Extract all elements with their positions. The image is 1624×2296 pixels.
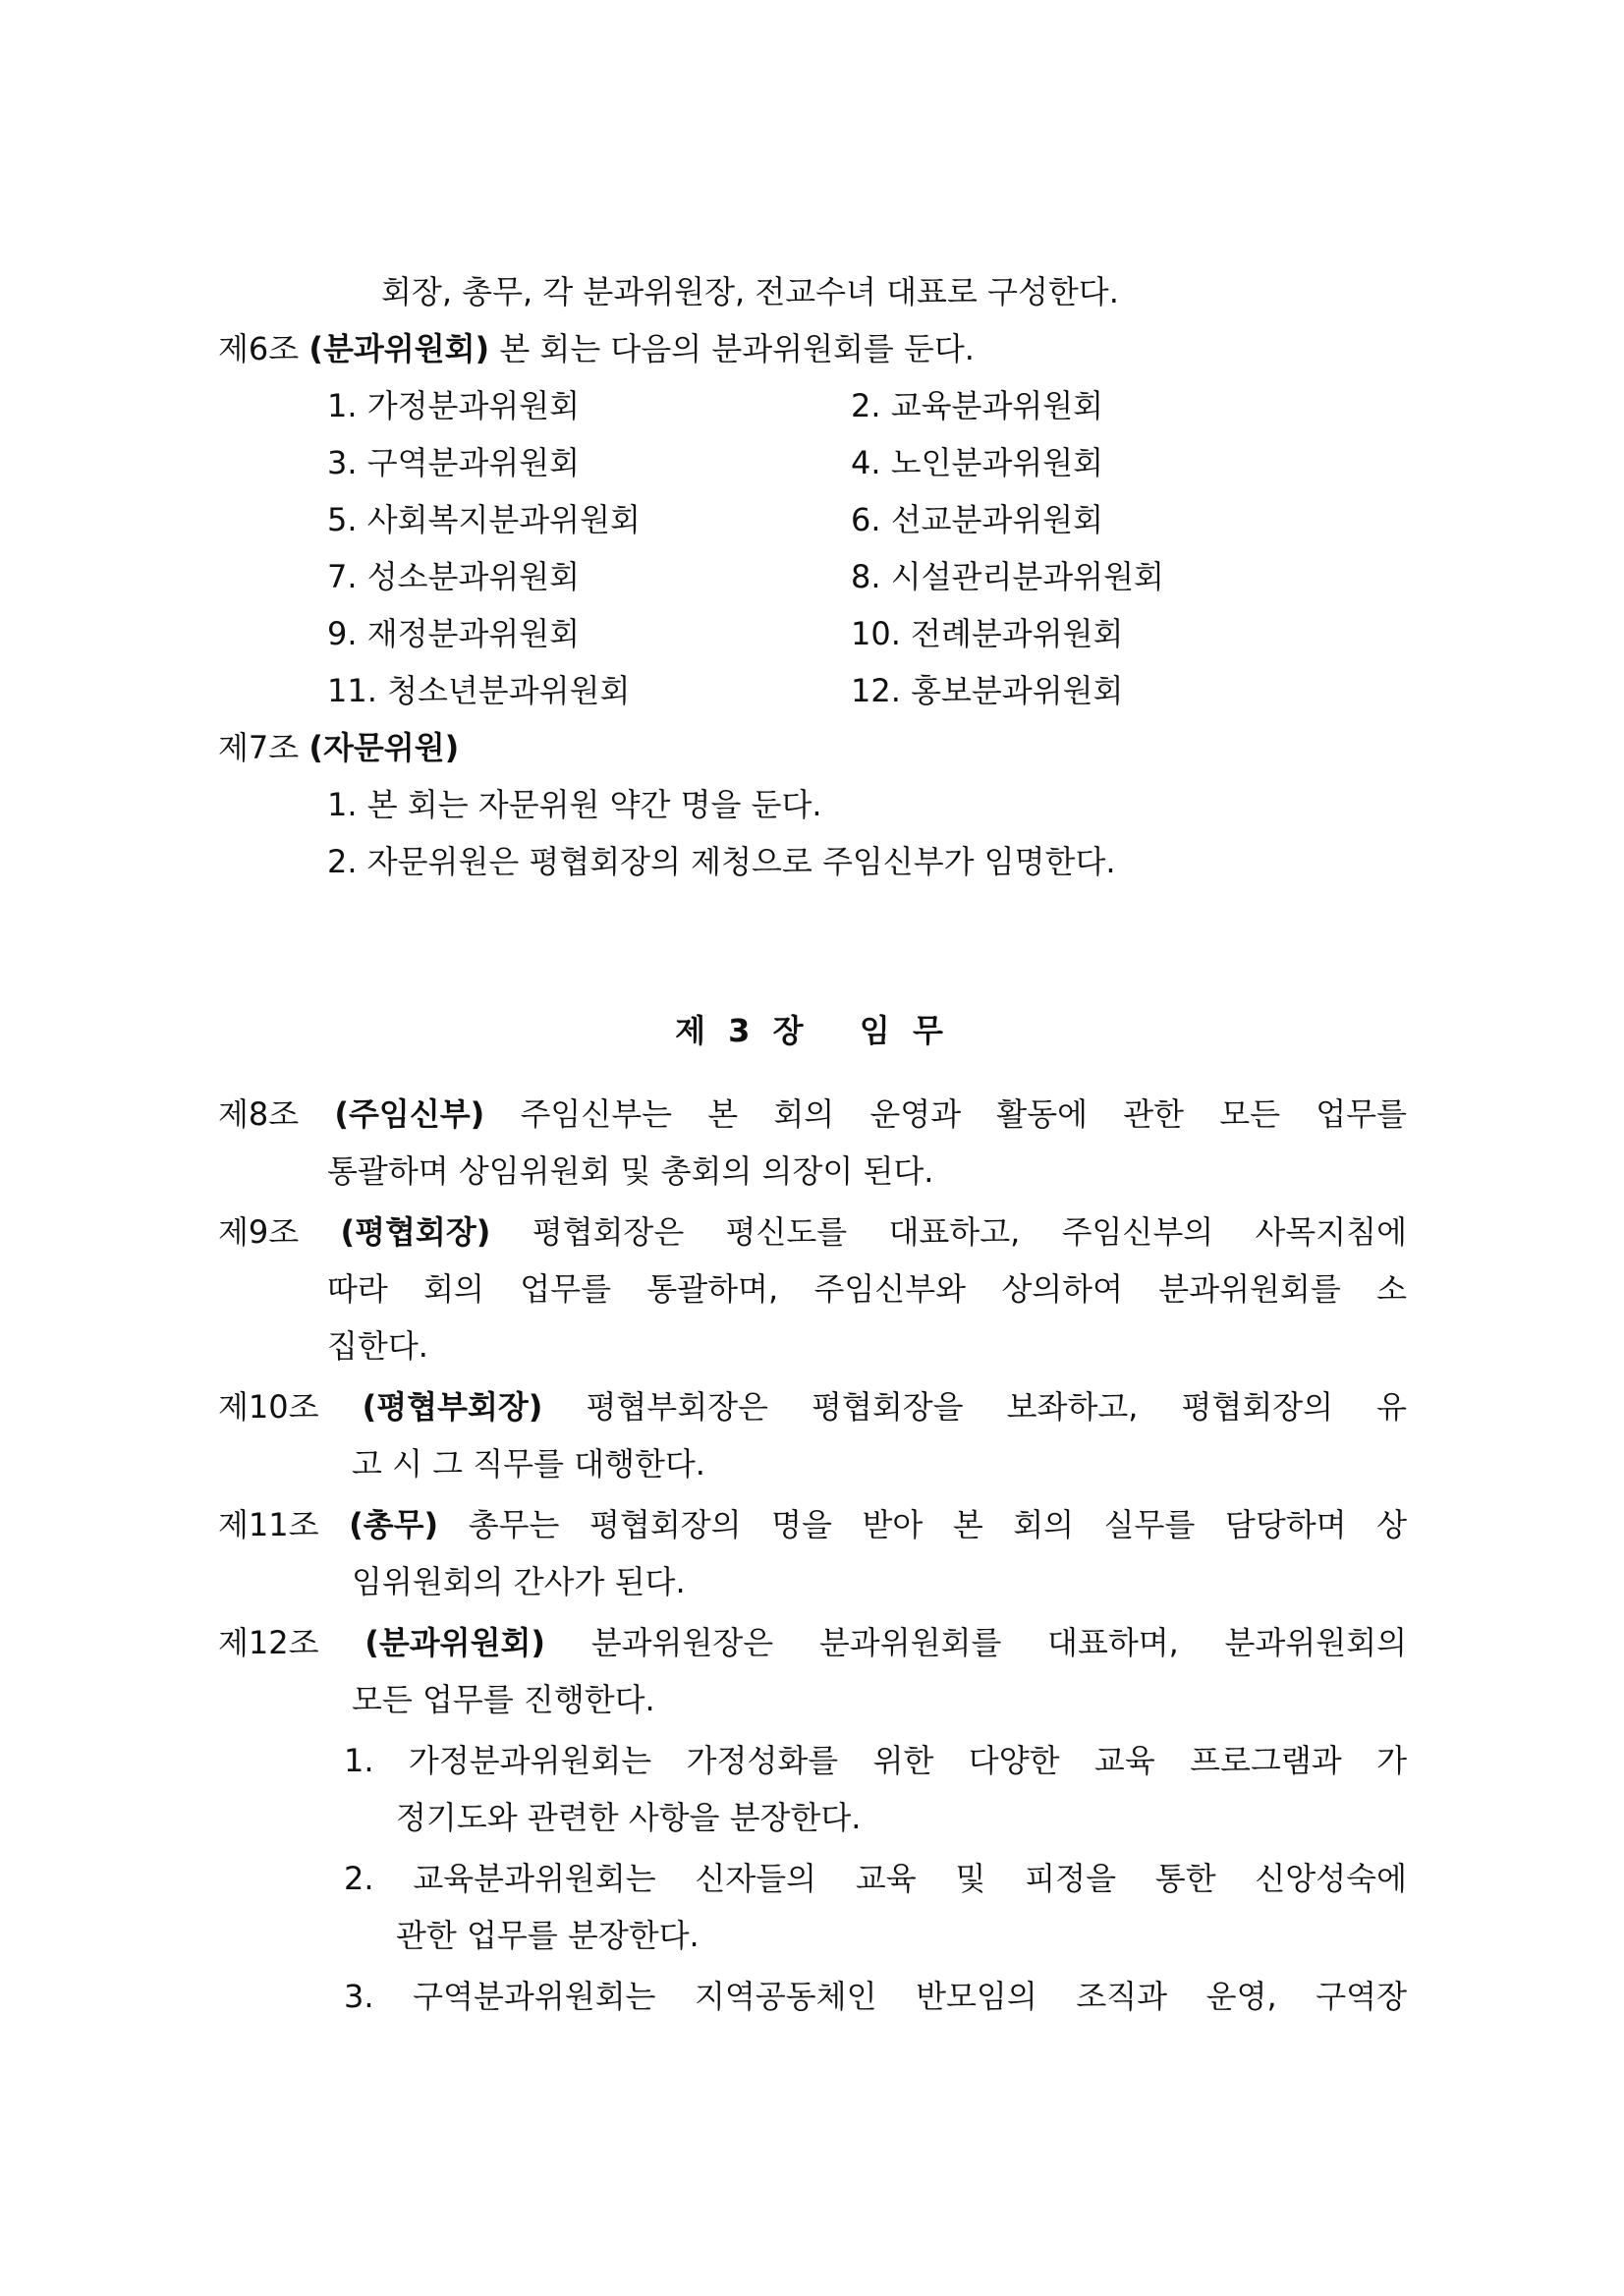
- list-item: 1. 본 회는 자문위원 약간 명을 둔다.: [327, 786, 822, 823]
- article-9: [218, 1204, 1407, 1260]
- list-item: 3. 구역분과위원회는 지역공동체인 반모임의 조직과 운영, 구역장: [344, 1978, 1407, 2015]
- article-title: (분과위원회): [308, 330, 490, 367]
- article-9-continuation: 따라 회의 업무를 통괄하며, 주임신부와 상의하여 분과위원회를 소: [327, 1270, 1407, 1308]
- article-number: 제7조: [218, 729, 300, 766]
- article-9-continuation: 집한다.: [327, 1327, 428, 1365]
- article-number: 제10조: [218, 1388, 319, 1426]
- article-number: 제12조: [218, 1624, 319, 1661]
- continuation-line: 회장, 총무, 각 분과위원장, 전교수녀 대표로 구성한다.: [381, 273, 1119, 310]
- list-item: 6. 선교분과위원회: [851, 501, 1104, 538]
- list-item-continuation: 관한 업무를 분장한다.: [396, 1917, 700, 1954]
- article-6: [218, 320, 975, 377]
- list-item: 2. 교육분과위원회: [851, 387, 1104, 424]
- article-11: [218, 1496, 1407, 1553]
- article-number: 제9조: [218, 1213, 300, 1251]
- list-item: 5. 사회복지분과위원회: [327, 501, 641, 538]
- article-title: (분과위원회): [364, 1624, 546, 1661]
- list-item-continuation: 정기도와 관련한 사항을 분장한다.: [396, 1799, 862, 1836]
- article-text: 주임신부는 본 회의 운영과 활동에 관한 모든 업무를: [520, 1095, 1408, 1133]
- list-item: 4. 노인분과위원회: [851, 444, 1104, 481]
- article-number: 제11조: [218, 1506, 319, 1543]
- article-number: 제8조: [218, 1095, 300, 1133]
- list-item: 2. 자문위원은 평협회장의 제청으로 주임신부가 임명한다.: [327, 843, 1116, 880]
- article-number: 제6조: [218, 330, 300, 367]
- article-8: [218, 1086, 1407, 1143]
- article-title: (총무): [349, 1506, 439, 1543]
- article-text: 본 회는 다음의 분과위원회를 둔다.: [499, 330, 975, 367]
- article-text: 평협회장은 평신도를 대표하고, 주임신부의 사목지침에: [532, 1213, 1408, 1251]
- article-7: [218, 719, 459, 776]
- article-title: (자문위원): [308, 729, 460, 766]
- list-item: 7. 성소분과위원회: [327, 558, 581, 595]
- list-item: 3. 구역분과위원회: [327, 444, 581, 481]
- article-11-continuation: 임위원회의 간사가 된다.: [352, 1563, 686, 1600]
- list-item: 12. 홍보분과위원회: [851, 672, 1124, 709]
- chapter-heading: 제 3 장 임 무: [675, 1012, 949, 1049]
- article-10: [218, 1378, 1407, 1435]
- list-item: 11. 청소년분과위원회: [327, 672, 631, 709]
- list-item: 1. 가정분과위원회: [327, 387, 581, 424]
- article-title: (주임신부): [334, 1095, 485, 1133]
- list-item: 1. 가정분과위원회는 가정성화를 위한 다양한 교육 프로그램과 가: [344, 1742, 1407, 1779]
- article-title: (평협회장): [340, 1213, 491, 1251]
- list-item: 10. 전례분과위원회: [851, 615, 1124, 652]
- article-title: (평협부회장): [362, 1388, 543, 1426]
- article-10-continuation: 고 시 그 직무를 대행한다.: [352, 1445, 705, 1483]
- article-8-continuation: 통괄하며 상임위원회 및 총회의 의장이 된다.: [327, 1152, 934, 1190]
- article-text: 분과위원장은 분과위원회를 대표하며, 분과위원회의: [590, 1624, 1408, 1661]
- article-text: 총무는 평협회장의 명을 받아 본 회의 실무를 담당하며 상: [468, 1506, 1408, 1543]
- article-12-continuation: 모든 업무를 진행한다.: [352, 1681, 655, 1718]
- list-item: 8. 시설관리분과위원회: [851, 558, 1164, 595]
- article-text: 평협부회장은 평협회장을 보좌하고, 평협회장의 유: [586, 1388, 1408, 1426]
- list-item: 2. 교육분과위원회는 신자들의 교육 및 피정을 통한 신앙성숙에: [344, 1860, 1407, 1897]
- list-item: 9. 재정분과위원회: [327, 615, 581, 652]
- article-12: [218, 1614, 1407, 1671]
